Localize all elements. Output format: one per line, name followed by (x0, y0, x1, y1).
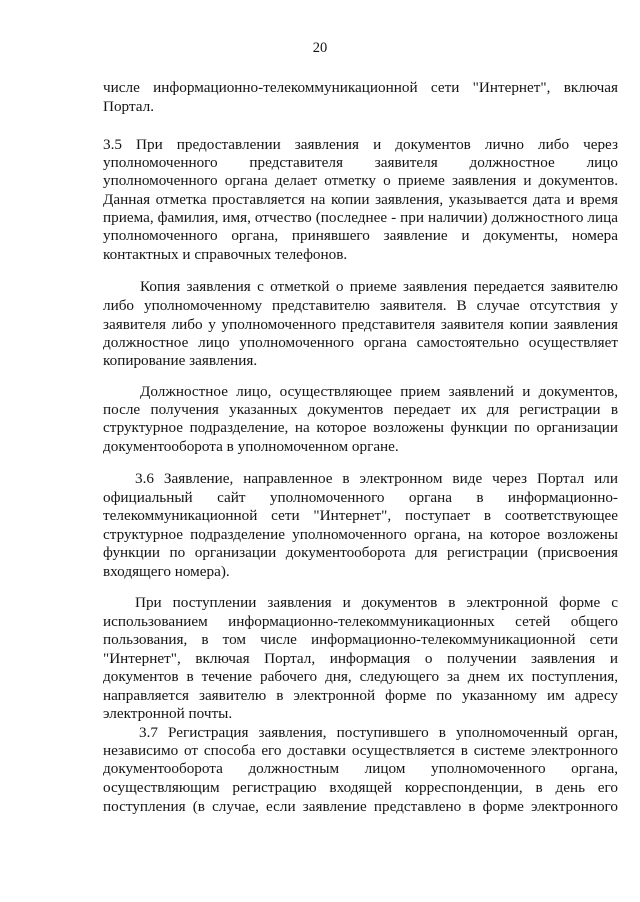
text-line: официальный сайт уполномоченного органа в информационно- (103, 489, 618, 506)
text-line: Портал. (103, 98, 155, 115)
text-line: функции по организации документооборота для регистрации (присвоения (103, 544, 618, 561)
text-line: должностное лицо уполномоченного органа самостоятельно осуществляет (103, 334, 618, 351)
text-line: после получения указанных документов передает их для регистрации в (103, 401, 618, 418)
text-line: пользования, в том числе информационно-телекоммуникационной сети (103, 631, 618, 648)
text-line: Копия заявления с отметкой о приеме заявления передается заявителю (140, 278, 618, 295)
text-line: 3.5 При предоставлении заявления и документов лично либо через (103, 136, 618, 153)
text-line: электронной почты. (103, 705, 233, 722)
text-line: поступления (в случае, если заявление представлено в форме электронного (103, 798, 618, 815)
text-line: "Интернет", включая Портал, информация о получении заявления и (103, 650, 618, 667)
text-line: 3.6 Заявление, направленное в электронном виде через Портал или (135, 470, 618, 487)
text-line: либо уполномоченному представителю заявителя. В случае отсутствия у (103, 297, 618, 314)
page-number: 20 (312, 40, 328, 56)
text-line: копирование заявления. (103, 352, 258, 369)
text-line: входящего номера). (103, 563, 230, 580)
text-line: уполномоченного органа делает отметку о приеме заявления и документов. (103, 172, 618, 189)
text-line: использованием информационно-телекоммуникационных сетей общего (103, 613, 618, 630)
text-line: уполномоченного органа, принявшего заявление и документы, номера (103, 227, 618, 244)
text-line: документов в течение рабочего дня, следующего за днем их поступления, (103, 668, 618, 685)
text-line: числе информационно-телекоммуникационной сети "Интернет", включая (103, 79, 618, 96)
text-line: независимо от способа его доставки осуществляется в системе электронного (103, 742, 618, 759)
text-line: уполномоченного представителя заявителя должностное лицо (103, 154, 618, 171)
text-line: приема, фамилия, имя, отчество (последнее - при наличии) должностного лица (103, 209, 618, 226)
text-line: заявителя либо у уполномоченного представителя заявителя копии заявления (103, 316, 618, 333)
text-line: документооборота должностным лицом уполномоченного органа, (103, 760, 618, 777)
text-line: Данная отметка проставляется на копии заявления, указывается дата и время (103, 191, 618, 208)
text-line: 3.7 Регистрация заявления, поступившего в уполномоченный орган, (139, 724, 618, 741)
text-line: осуществляющим регистрацию входящей корреспонденции, в день его (103, 779, 618, 796)
text-line: структурное подразделение уполномоченного органа, на которое возложены (103, 526, 618, 543)
text-line: направляется заявителю в электронной форме по указанному им адресу (103, 687, 618, 704)
text-line: документооборота в уполномоченном органе. (103, 438, 399, 455)
text-line: контактных и справочных телефонов. (103, 246, 348, 263)
text-line: Должностное лицо, осуществляющее прием заявлений и документов, (140, 383, 618, 400)
text-line: телекоммуникационной сети "Интернет", поступает в соответствующее (103, 507, 618, 524)
text-line: структурное подразделение, на которое возложены функции по организации (103, 419, 618, 436)
text-line: При поступлении заявления и документов в электронной форме с (135, 594, 618, 611)
